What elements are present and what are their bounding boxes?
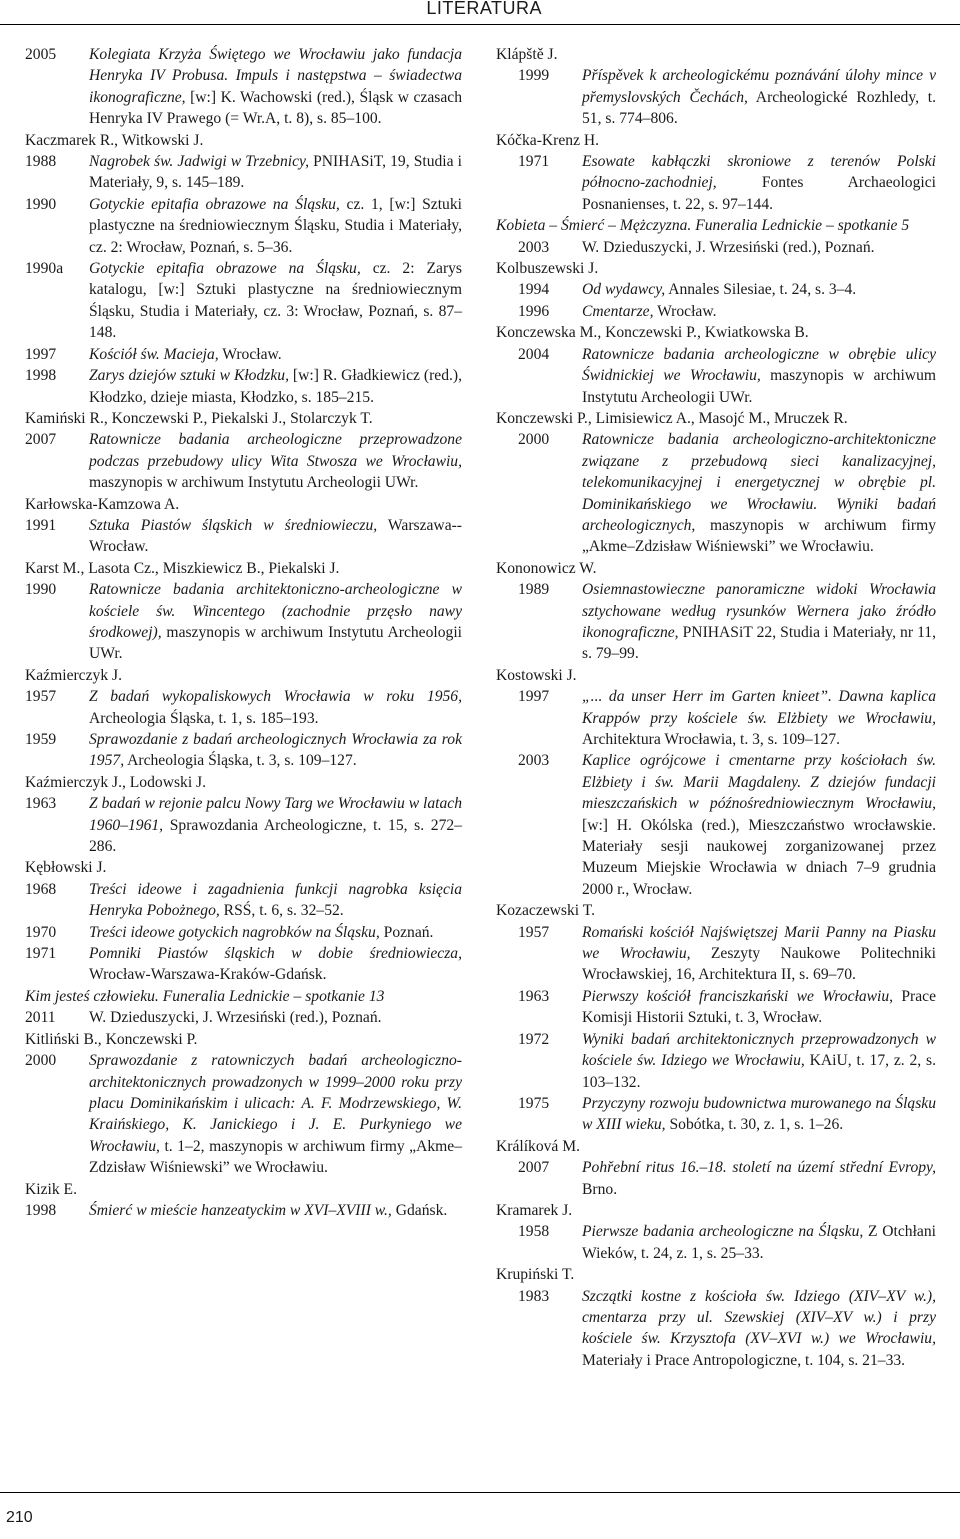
bib-entry	[496, 151, 936, 215]
bib-details: t. 1‒2, maszynopis w archiwum firmy „Akme‒Zdzisław Wiśniewski” we Wrocławiu.	[89, 1137, 462, 1177]
bib-entry	[25, 515, 462, 558]
bib-text	[582, 686, 936, 750]
bib-details: [w:] K. Wachowski (red.), Śląsk w czasach Henryka IV Prawego (= Wr.A, t. 8), s. 85‒100.	[89, 88, 462, 128]
bib-entry	[496, 237, 936, 258]
bib-details: PNIHASiT 22, Studia i Materiały, nr 11, s. 79‒99.	[582, 623, 936, 663]
bib-year: 1968	[25, 880, 57, 898]
bib-details: Materiały i Prace Antropologiczne, t. 104, s. 21‒33.	[582, 1351, 906, 1369]
bib-author: Kóčka-Krenz H.	[496, 131, 600, 149]
bib-text	[89, 44, 462, 130]
bib-year: 1997	[518, 688, 550, 706]
bib-year: 1971	[518, 153, 550, 171]
bib-details: Wrocław.	[653, 302, 717, 320]
bib-title: Kościół św. Macieja,	[89, 345, 219, 363]
bib-details: Wrocław-Warszawa-Kraków-Gdańsk.	[89, 966, 327, 984]
bib-year: 2007	[518, 1159, 550, 1177]
bib-details: maszynopis w archiwum Instytutu Archeologii UWr.	[582, 367, 936, 406]
bib-details: maszynopis w archiwum Instytutu Archeologii UWr.	[89, 623, 462, 663]
bib-title: Osiemnastowieczne panoramiczne widoki Wrocławia sztychowane według rysunków Wernera jako źródło ikonograficzne,	[582, 581, 936, 641]
bib-year: 1998	[25, 1201, 57, 1219]
bib-details: Brno.	[582, 1180, 618, 1198]
bib-text	[582, 1029, 936, 1093]
bib-details: Sprawozdania Archeologiczne, t. 15, s. 272‒286.	[89, 816, 462, 856]
bib-year: 1990	[25, 581, 57, 599]
bib-text	[89, 579, 462, 665]
bib-year: 1994	[518, 281, 550, 299]
bib-title: Cmentarze,	[582, 302, 654, 320]
bib-title: Příspěvek k archeologickému poznávání úlohy mince v přemyslovských Čechách,	[582, 67, 936, 106]
bib-year: 1970	[25, 923, 57, 941]
bib-details: Poznań.	[379, 923, 434, 941]
bib-collection-title: Kobieta – Śmierć – Mężczyzna. Funeralia Lednickie – spotkanie 5	[496, 217, 910, 235]
page-footer	[0, 1492, 960, 1539]
bib-text	[582, 922, 936, 986]
bib-year: 1957	[25, 688, 57, 706]
bib-text	[582, 65, 936, 129]
bib-year: 1996	[518, 302, 550, 320]
bib-details: Architektura Wrocławia, t. 3, s. 109‒127.	[582, 731, 841, 748]
bib-title: Szczątki kostne z kościoła św. Idziego (XIV‒XV w.), cmentarza przy ul. Szewskiej (XIV‒XV w.) i przy kościele św. Krzysztofa (XV‒XVI w.) we Wrocławiu,	[582, 1287, 936, 1348]
bib-entry	[496, 1029, 936, 1093]
bib-year: 1983	[518, 1287, 550, 1305]
bib-text	[89, 344, 462, 365]
bib-year: 2003	[518, 752, 550, 770]
bib-details: maszynopis w archiwum firmy „Akme‒Zdzisław Wiśniewski” we Wrocławiu.	[582, 516, 936, 556]
bib-title: Pierwsze badania archeologiczne na Śląsku,	[582, 1223, 864, 1241]
bib-title: Przyczyny rozwoju budownictwa murowanego na Śląsku w XIII wieku,	[582, 1094, 936, 1134]
bib-text	[89, 1050, 462, 1178]
bib-text	[582, 344, 936, 408]
bib-details: Archeologia Śląska, t. 3, s. 109‒127.	[124, 752, 357, 770]
bib-year: 1998	[25, 367, 57, 385]
bib-title: Esowate kabłączki skroniowe z terenów Polski północno-zachodniej,	[582, 153, 936, 192]
bib-entry	[496, 922, 936, 986]
bib-details: Fontes Archaeologici Posnanienses, t. 22, s. 97‒144.	[582, 174, 936, 213]
bib-details: cz. 1, [w:] Sztuki plastyczne na średniowiecznym Śląsku, Studia i Materiały, cz. 2: Wrocław, Poznań, s. 5‒36.	[89, 195, 462, 256]
bib-title: Ratownicze badania archeologiczno-architektoniczne związane z przebudową sieci kanalizacyjnej, telekomunikacyjnej i energetycznej w obrębie pl. Dominikańskiego we Wrocławiu. Wyniki badań archeologicznych,	[582, 431, 936, 534]
bib-title: Zarys dziejów sztuki w Kłodzku,	[89, 367, 289, 385]
bib-entry	[25, 579, 462, 665]
bib-year: 2005	[25, 46, 57, 63]
bib-title: Z badań wykopaliskowych Wrocławia w roku 1956,	[89, 688, 462, 706]
bib-title: „... da unser Herr im Garten knieet”. Dawna kaplica Krappów przy kościele św. Elżbiety we Wrocławiu,	[582, 688, 936, 727]
left-column	[25, 44, 462, 1221]
bib-details: Archeologia Śląska, t. 1, s. 185‒193.	[89, 709, 319, 727]
bib-title: Pomniki Piastów śląskich w dobie średniowiecza,	[89, 945, 462, 963]
bib-title: Kolegiata Krzyża Świętego we Wrocławiu jako fundacja Henryka IV Probusa. Impuls i następstwa – świadectwa ikonograficzne,	[89, 46, 462, 106]
bib-year: 2011	[25, 1009, 56, 1027]
bib-author: Kamiński R., Konczewski P., Piekalski J., Stolarczyk T.	[25, 409, 373, 427]
bib-details: RSŚ, t. 6, s. 32‒52.	[219, 902, 344, 920]
bib-details: W. Dzieduszycki, J. Wrzesiński (red.), Poznań.	[89, 1009, 382, 1027]
bib-year: 1972	[518, 1030, 550, 1048]
bib-author: Karłowska-Kamzowa A.	[25, 495, 180, 513]
bib-author: Kostowski J.	[496, 666, 577, 684]
page-number: 210	[6, 1509, 33, 1526]
bib-text	[89, 922, 462, 943]
bib-year: 2007	[25, 431, 57, 449]
bib-author: Králíková M.	[496, 1137, 581, 1155]
bib-details: PNIHASiT, 19, Studia i Materiały, 9, s. 145‒189.	[89, 153, 462, 192]
bib-entry	[496, 344, 936, 408]
bib-entry	[25, 686, 462, 729]
bib-entry	[496, 1157, 936, 1200]
bib-details: Gdańsk.	[391, 1201, 448, 1219]
bib-author: Kramarek J.	[496, 1201, 573, 1219]
bib-author: Klápště J.	[496, 46, 558, 63]
bib-details: cz. 2: Zarys katalogu, [w:] Sztuki plastyczne na średniowiecznym Śląsku, Studia i Materiały, cz. 3: Wrocław, Poznań, s. 87‒148.	[89, 260, 463, 342]
bib-text	[89, 151, 462, 194]
bib-year: 1958	[518, 1223, 550, 1241]
bib-entry	[25, 729, 462, 772]
bib-year: 1963	[25, 795, 57, 813]
bib-text	[582, 237, 936, 258]
bib-author: Kaczmarek R., Witkowski J.	[25, 131, 204, 149]
bib-year: 1957	[518, 923, 550, 941]
bib-text	[89, 429, 462, 493]
bib-title: Romański kościół Najświętszej Marii Panny na Piasku we Wrocławiu,	[582, 923, 936, 963]
bib-year: 1999	[518, 67, 550, 85]
bib-text	[89, 258, 462, 344]
bib-author: Kolbuszewski J.	[496, 260, 599, 278]
bib-text	[582, 1157, 936, 1200]
bib-year: 1959	[25, 731, 57, 748]
bib-author: Karst M., Lasota Cz., Miszkiewicz B., Piekalski J.	[25, 559, 340, 577]
bib-author: Kononowicz W.	[496, 559, 597, 577]
bib-title: Kaplice ogrójcowe i cmentarne przy kościołach św. Elżbiety i św. Marii Magdaleny. Z dziejów fundacji mieszczańskich w późnośredniowiecznym Wrocławiu,	[582, 752, 936, 813]
bib-year: 1990a	[25, 260, 64, 278]
bib-author: Kizik E.	[25, 1180, 77, 1198]
bib-details: KAiU, t. 17, z. 2, s. 103‒132.	[582, 1052, 936, 1091]
bib-title: Wyniki badań architektonicznych przeprowadzonych w kościele św. Idziego we Wrocławiu,	[582, 1030, 936, 1070]
bib-entry	[496, 686, 936, 750]
bib-author: Konczewska M., Konczewski P., Kwiatkowska B.	[496, 324, 809, 342]
bib-author: Kozaczewski T.	[496, 902, 596, 920]
bib-title: Nagrobek św. Jadwigi w Trzebnicy,	[89, 153, 309, 171]
bib-year: 1971	[25, 945, 57, 963]
bib-year: 2000	[518, 431, 550, 449]
bib-title: Sprawozdanie z ratowniczych badań archeologiczno-architektonicznych prowadzonych w 1999‒2000 roku przy placu Dominikańskim i ulicach: A. F. Modrzewskiego, W. Kraińskiego, K. Janickiego i J. E. Purkyniego we Wrocławiu,	[89, 1052, 462, 1155]
bib-author: Krupiński T.	[496, 1266, 575, 1284]
bib-year: 2000	[25, 1052, 57, 1070]
bib-year: 1997	[25, 345, 57, 363]
bib-entry	[496, 986, 936, 1029]
bib-details: Z Otchłani Wieków, t. 24, z. 1, s. 25‒33.	[582, 1223, 936, 1262]
bib-title: Gotyckie epitafia obrazowe na Śląsku,	[89, 195, 340, 213]
bib-details: Archeologické Rozhledy, t. 51, s. 774‒806.	[582, 88, 936, 128]
bib-entry	[496, 1221, 936, 1264]
bib-entry	[25, 258, 462, 344]
bib-details: [w:] H. Okólska (red.), Mieszczaństwo wrocławskie. Materiały sesji naukowej zorganizowanej przez Muzeum Miejskie Wrocławia w dniach 7‒9 grudnia 2000 r., Wrocław.	[582, 816, 936, 898]
bib-entry	[496, 579, 936, 665]
bib-title: Treści ideowe i zagadnienia funkcji nagrobka księcia Henryka Pobożnego,	[89, 880, 462, 920]
bib-text	[582, 986, 936, 1029]
running-head: LITERATURA	[426, 0, 542, 18]
bib-title: Ratownicze badania archeologiczne w obrębie ulicy Świdnickiej we Wrocławiu,	[582, 345, 936, 385]
bib-text	[582, 1286, 936, 1372]
bib-text	[89, 729, 462, 772]
bib-text	[89, 943, 462, 986]
bib-year: 1990	[25, 195, 57, 213]
right-column	[496, 44, 936, 1371]
bib-year: 1975	[518, 1094, 550, 1112]
bib-year: 2003	[518, 238, 550, 256]
bib-title: Sprawozdanie z badań archeologicznych Wrocławia za rok 1957,	[89, 731, 462, 770]
bib-text	[582, 1093, 936, 1136]
bib-entry	[25, 365, 462, 408]
bib-title: Treści ideowe gotyckich nagrobków na Śląsku,	[89, 923, 380, 941]
bib-text	[582, 429, 936, 557]
bib-entry	[25, 1200, 462, 1221]
bib-text	[89, 194, 462, 258]
bib-title: Od wydawcy,	[582, 281, 666, 299]
bib-details: Wrocław.	[218, 345, 282, 363]
bib-title: Sztuka Piastów śląskich w średniowieczu,	[89, 516, 378, 534]
bib-entry	[496, 429, 936, 557]
bib-entry	[496, 65, 936, 129]
bib-text	[89, 515, 462, 558]
bib-title: Ratownicze badania archeologiczne przeprowadzone podczas przebudowy ulicy Wita Stwosza we Wrocławiu,	[89, 431, 462, 470]
bib-entry	[25, 344, 462, 365]
bib-entry	[496, 1093, 936, 1136]
bib-entry	[25, 151, 462, 194]
bib-entry	[25, 429, 462, 493]
bib-text	[582, 151, 936, 215]
bib-author: Kaźmierczyk J., Lodowski J.	[25, 773, 207, 791]
bib-entry	[25, 1050, 462, 1178]
bib-entry	[496, 1286, 936, 1372]
bib-entry	[25, 793, 462, 857]
bib-entry	[25, 1007, 462, 1028]
page-header	[0, 0, 960, 25]
bib-title: Z badań w rejonie palcu Nowy Targ we Wrocławiu w latach 1960‒1961,	[89, 795, 462, 834]
bib-title: Gotyckie epitafia obrazowe na Śląsku,	[89, 260, 361, 278]
bib-text	[582, 301, 936, 322]
bib-text	[89, 1007, 462, 1028]
bib-text	[582, 579, 936, 665]
bib-text	[89, 793, 462, 857]
bib-year: 1991	[25, 516, 57, 534]
bib-year: 1988	[25, 153, 57, 171]
bib-title: Śmierć w mieście hanzeatyckim w XVI‒XVIII w.,	[89, 1201, 392, 1219]
bib-text	[89, 1200, 462, 1221]
bib-collection-title: Kim jesteś człowieku. Funeralia Lednickie – spotkanie 13	[25, 987, 385, 1005]
bib-entry	[25, 44, 462, 130]
bib-title: Pierwszy kościół franciszkański we Wrocławiu,	[582, 987, 894, 1005]
bib-title: Pohřební ritus 16.‒18. století na území střední Evropy,	[582, 1159, 936, 1177]
bib-details: Warszawa--Wrocław.	[89, 516, 462, 556]
bib-title: Ratownicze badania architektoniczno-archeologiczne w kościele św. Wincentego (zachodnie przęsło nawy środkowej),	[89, 581, 462, 641]
bib-author: Kaźmierczyk J.	[25, 666, 122, 684]
bib-author: Kitliński B., Konczewski P.	[25, 1030, 198, 1048]
bib-author: Konczewski P., Limisiewicz A., Masojć M., Mruczek R.	[496, 409, 848, 427]
bib-details: Sobótka, t. 30, z. 1, s. 1‒26.	[665, 1116, 844, 1134]
bib-details: [w:] R. Gładkiewicz (red.), Kłodzko, dzieje miasta, Kłodzko, s. 185‒215.	[89, 367, 462, 406]
bib-entry	[25, 943, 462, 986]
bib-text	[89, 879, 462, 922]
bib-details: Zeszyty Naukowe Politechniki Wrocławskiej, 16, Architektura II, s. 69‒70.	[582, 945, 936, 984]
bib-entry	[496, 279, 936, 300]
bib-text	[582, 279, 936, 300]
bib-entry	[25, 879, 462, 922]
bib-details: Prace Komisji Historii Sztuki, t. 3, Wrocław.	[582, 987, 936, 1027]
bib-details: maszynopis w archiwum Instytutu Archeologii UWr.	[89, 474, 419, 492]
bib-year: 2004	[518, 345, 550, 363]
bib-author: Kębłowski J.	[25, 859, 107, 877]
bib-year: 1963	[518, 987, 550, 1005]
bib-entry	[25, 922, 462, 943]
bib-text	[582, 1221, 936, 1264]
bib-year: 1989	[518, 581, 550, 599]
bib-details: W. Dzieduszycki, J. Wrzesiński (red.), Poznań.	[582, 238, 875, 256]
bib-text	[582, 750, 936, 900]
bib-entry	[25, 194, 462, 258]
bib-entry	[496, 301, 936, 322]
bib-entry	[496, 750, 936, 900]
bib-text	[89, 365, 462, 408]
bib-text	[89, 686, 462, 729]
bib-details: Annales Silesiae, t. 24, s. 3‒4.	[665, 281, 857, 299]
